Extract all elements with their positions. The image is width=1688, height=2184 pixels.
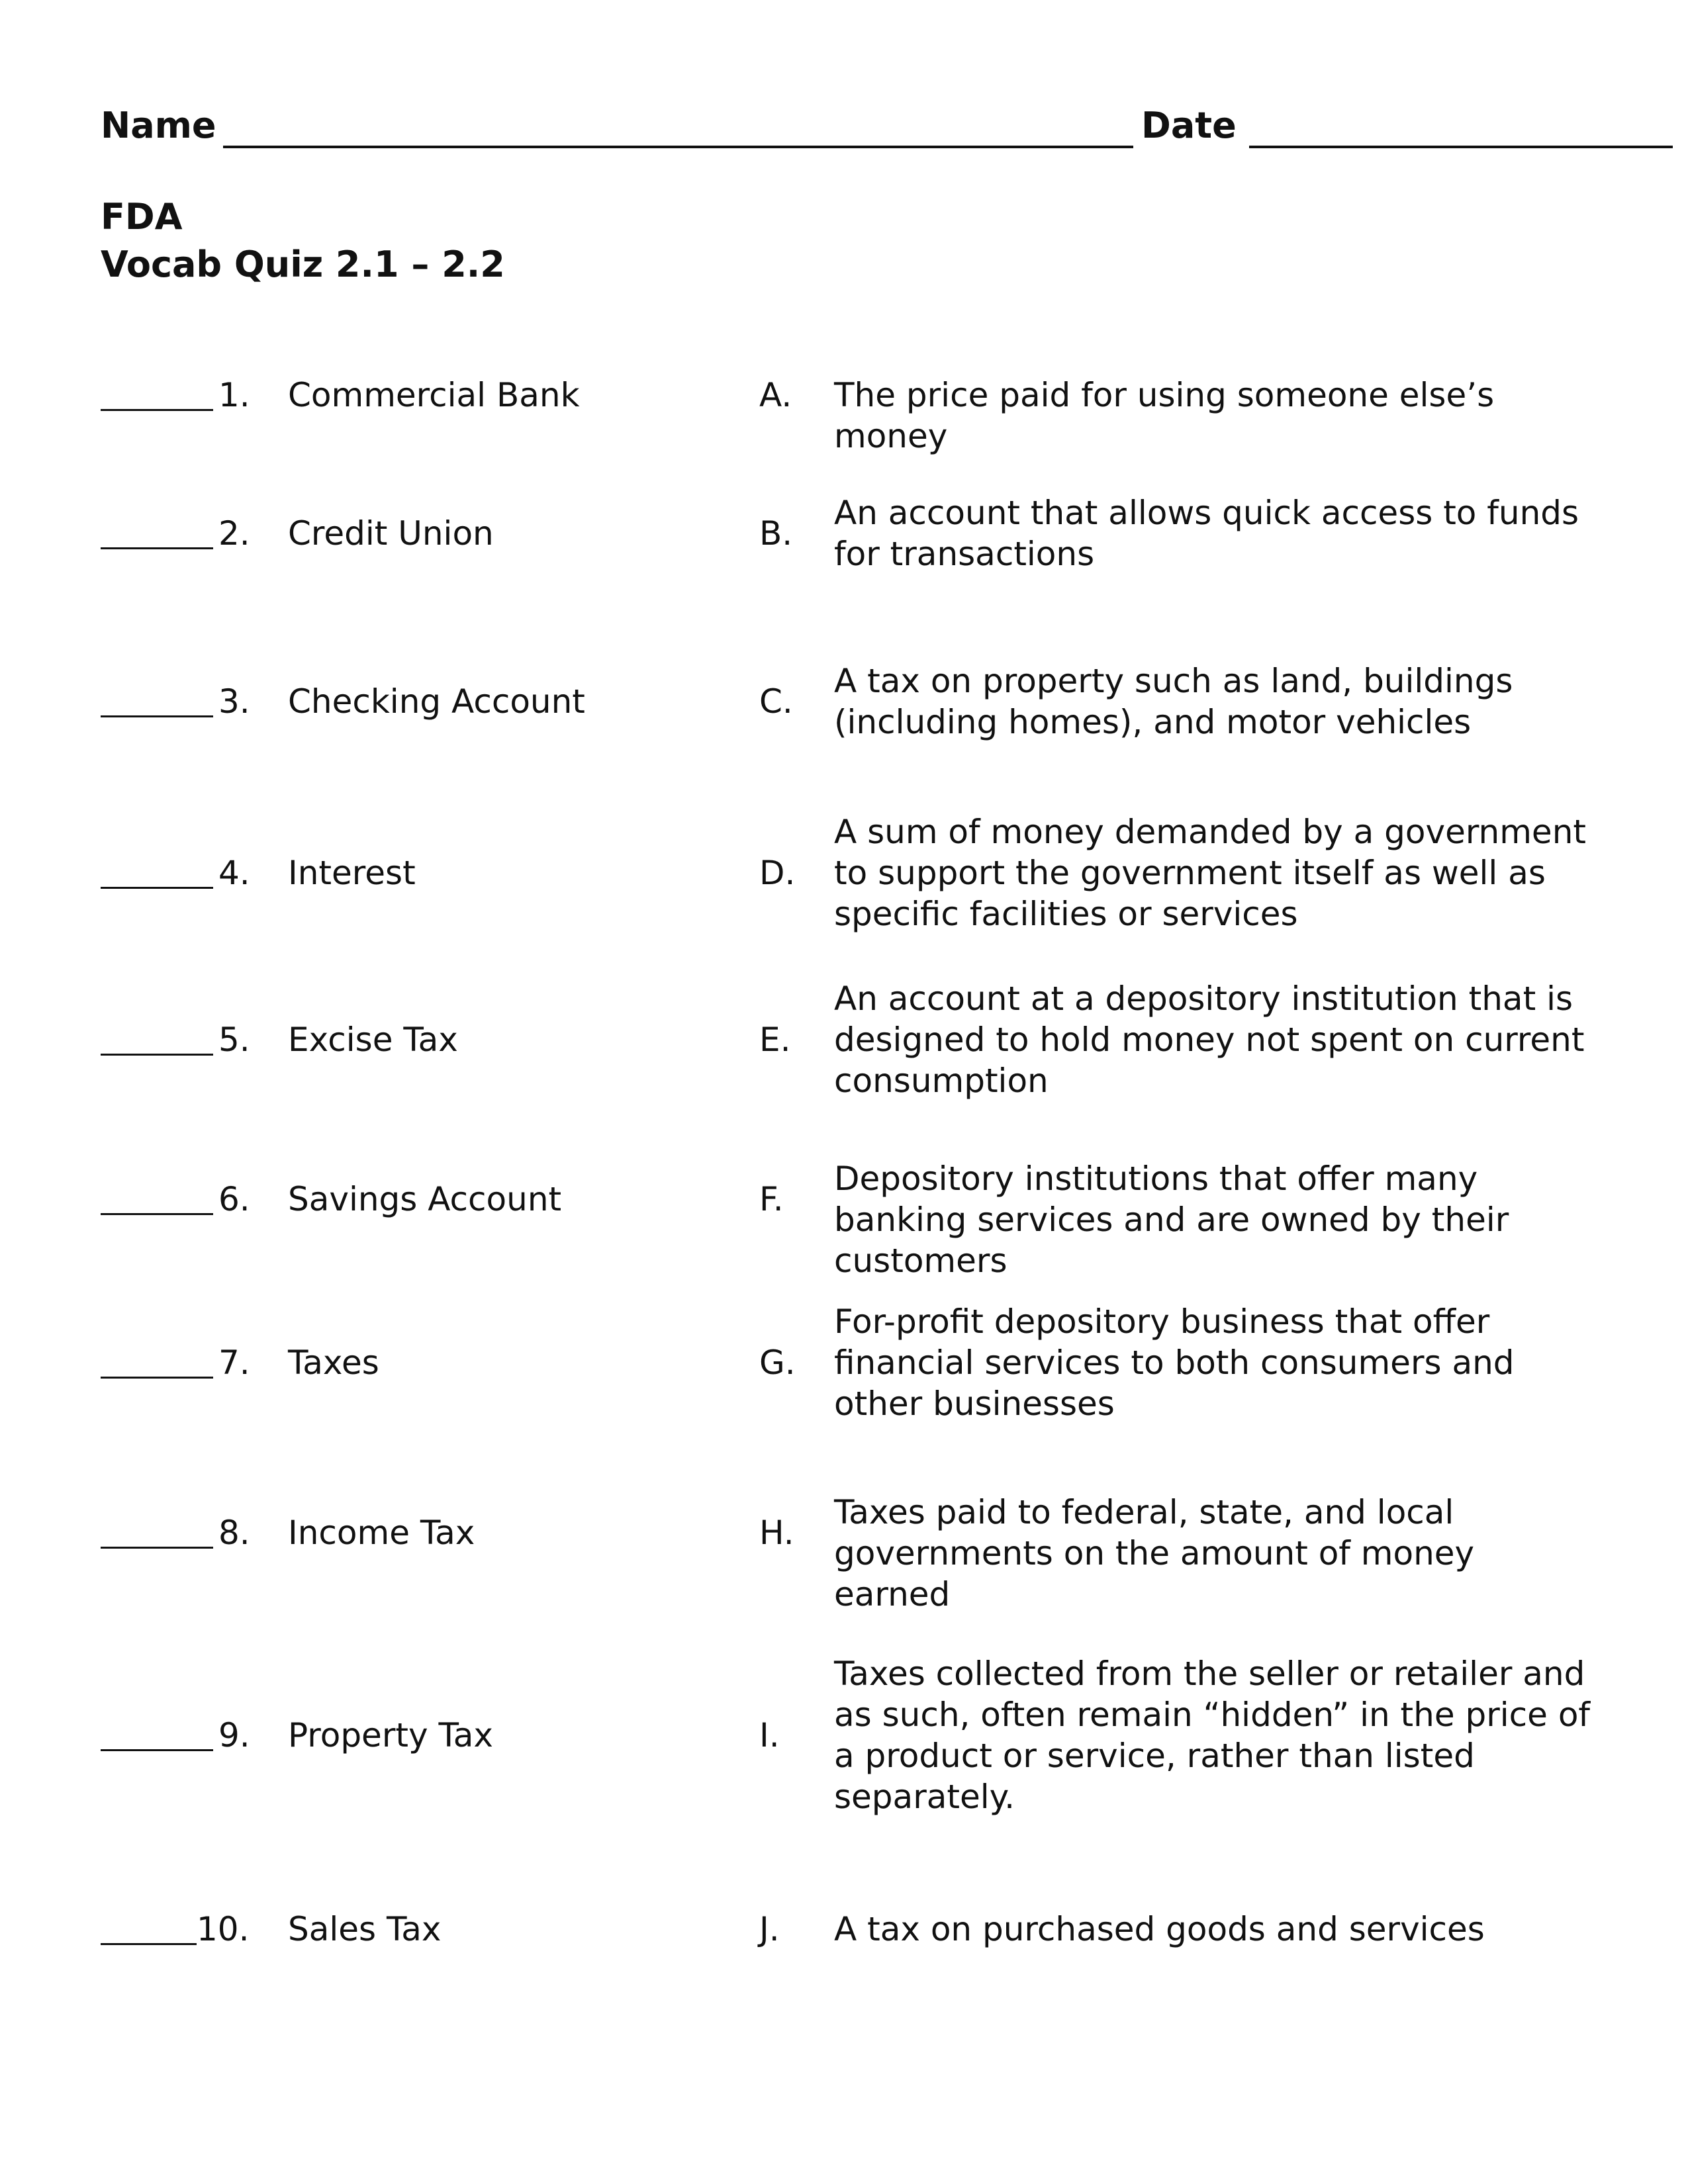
vocab-term: Sales Tax [288,1910,442,1948]
vocab-term: Excise Tax [288,1021,458,1059]
definition-letter: B. [759,514,793,553]
definition-letter: C. [759,682,793,721]
definition-text: The price paid for using someone else’s money [834,376,1495,455]
definition-letter: E. [759,1021,791,1059]
question-row [101,660,1590,743]
date-field[interactable] [1249,146,1673,148]
definition-text: An account at a depository institution that is designed to hold money not spent on current consumption [834,979,1585,1100]
vocab-term: Taxes [288,1343,379,1382]
answer-blank[interactable] [101,887,213,889]
definition-letter: H. [759,1514,794,1552]
definition-letter: I. [759,1716,780,1754]
question-number: 8. [218,1514,250,1552]
answer-blank[interactable] [101,1377,213,1379]
definition-letter: J. [759,1910,780,1948]
question-number: 10. [197,1910,250,1948]
vocab-term: Checking Account [288,682,585,721]
question-row [101,1492,1590,1614]
vocab-term: Commercial Bank [288,376,580,414]
answer-blank[interactable] [101,1749,213,1751]
answer-blank[interactable] [101,547,213,549]
course-title: FDA [101,196,183,238]
definition-text: An account that allows quick access to funds for transactions [834,494,1579,573]
definition-letter: G. [759,1343,796,1382]
question-number: 2. [218,514,250,553]
definition-text: Taxes paid to federal, state, and local governments on the amount of money earned [834,1493,1475,1614]
definition-text: A tax on purchased goods and services [834,1910,1485,1948]
question-row [101,1158,1590,1280]
vocab-term: Credit Union [288,514,494,553]
name-date-header [101,99,1590,152]
vocab-term: Savings Account [288,1180,562,1218]
question-row [101,811,1590,934]
answer-blank[interactable] [101,715,213,717]
vocab-term: Interest [288,854,416,892]
answer-blank[interactable] [101,1547,213,1549]
quiz-title: Vocab Quiz 2.1 – 2.2 [101,244,505,285]
definition-text: A tax on property such as land, buildings (including homes), and motor vehicles [834,662,1513,741]
name-field[interactable] [223,146,1133,148]
question-row [101,978,1590,1101]
date-label: Date [1141,105,1237,146]
vocab-term: Income Tax [288,1514,475,1552]
vocab-term: Property Tax [288,1716,493,1754]
question-row [101,1653,1590,1817]
answer-blank[interactable] [101,1213,213,1215]
question-row [101,492,1590,574]
definition-text: A sum of money demanded by a government to support the government itself as well as specific facilities or services [834,813,1586,933]
answer-blank[interactable] [101,1943,197,1945]
question-number: 1. [218,376,250,414]
question-number: 7. [218,1343,250,1382]
question-row [101,375,1590,455]
question-row [101,1909,1590,1950]
definition-text: Depository institutions that offer many banking services and are owned by their customers [834,1160,1509,1280]
question-number: 9. [218,1716,250,1754]
definition-letter: D. [759,854,796,892]
answer-blank[interactable] [101,409,213,411]
question-number: 6. [218,1180,250,1218]
definition-text: For-profit depository business that offer financial services to both consumers and other businesses [834,1302,1515,1423]
answer-blank[interactable] [101,1054,213,1056]
definition-letter: A. [759,376,792,414]
question-row [101,1301,1590,1424]
question-number: 5. [218,1021,250,1059]
question-number: 3. [218,682,250,721]
definition-letter: F. [759,1180,784,1218]
definition-text: Taxes collected from the seller or retailer and as such, often remain “hidden” in the price of a product or service, rather than listed separately. [834,1655,1591,1816]
name-label: Name [101,105,216,146]
question-number: 4. [218,854,250,892]
